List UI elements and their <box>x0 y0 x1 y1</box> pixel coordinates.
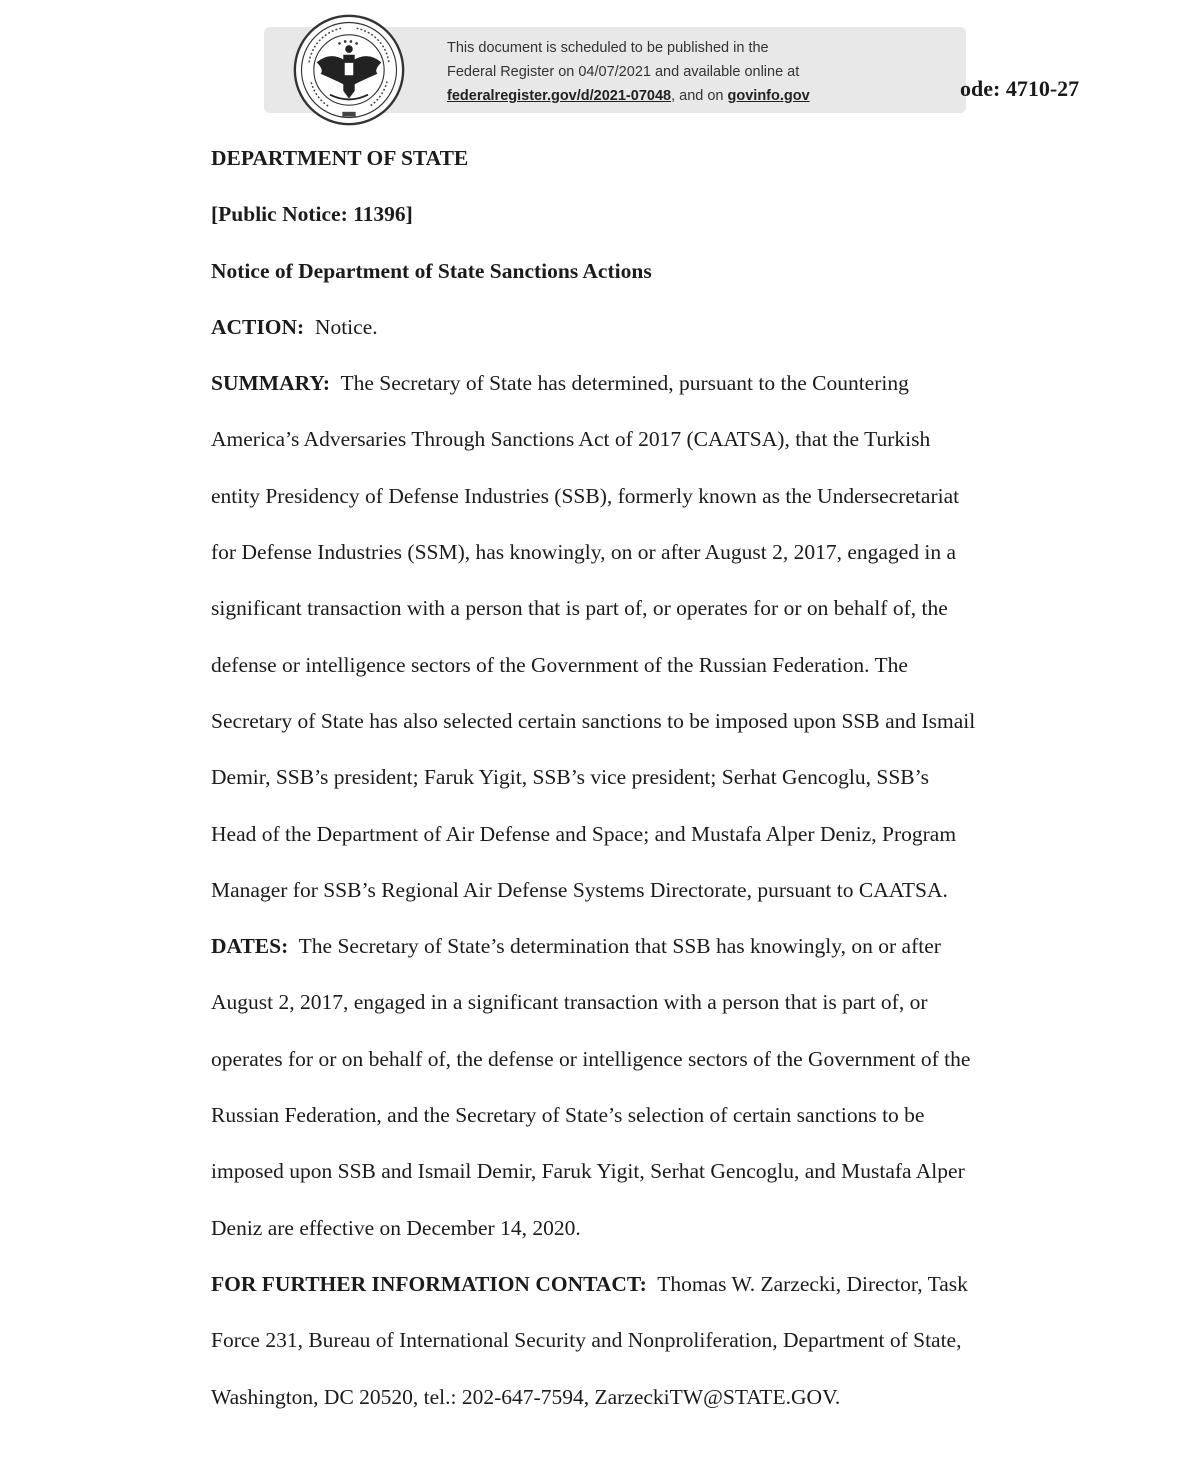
summary-label: SUMMARY: <box>211 371 331 396</box>
notice-title: Notice of Department of State Sanctions Actions <box>211 258 652 283</box>
summary-line: significant transaction with a person that is part of, or operates for or on behalf of, the <box>211 596 948 621</box>
dates-label: DATES: <box>211 934 289 959</box>
summary-line: Demir, SSB’s president; Faruk Yigit, SSB’s vice president; Serhat Gencoglu, SSB’s <box>211 765 929 790</box>
contact-line: FOR FURTHER INFORMATION CONTACT: Thomas W. Zarzecki, Director, Task <box>211 1271 968 1296</box>
action-text: Notice. <box>314 314 378 339</box>
national-archives-seal-icon <box>292 13 406 127</box>
summary-line: Secretary of State has also selected certain sanctions to be imposed upon SSB and Ismail <box>211 708 976 733</box>
banner-connector-text: , and on <box>671 88 728 104</box>
document-body <box>211 130 1111 1425</box>
dates-line: DATES: The Secretary of State’s determination that SSB has knowingly, on or after <box>211 934 941 959</box>
dates-line: imposed upon SSB and Ismail Demir, Faruk Yigit, Serhat Gencoglu, and Mustafa Alper <box>211 1159 965 1184</box>
federal-register-notice <box>447 36 810 108</box>
department-heading: DEPARTMENT OF STATE <box>211 146 469 170</box>
summary-line: SUMMARY: The Secretary of State has determined, pursuant to the Countering <box>211 371 909 396</box>
summary-line: Head of the Department of Air Defense and Space; and Mustafa Alper Deniz, Program <box>211 821 957 846</box>
billing-code: ode: 4710-27 <box>960 76 1080 101</box>
public-notice-number: [Public Notice: 11396] <box>211 202 413 227</box>
summary-section <box>211 355 1111 918</box>
summary-line: entity Presidency of Defense Industries (SSB), formerly known as the Undersecretariat <box>211 483 960 508</box>
summary-line: defense or intelligence sectors of the Government of the Russian Federation. The <box>211 652 908 677</box>
contact-section <box>211 1256 1111 1425</box>
summary-line: Manager for SSB’s Regional Air Defense Systems Directorate, pursuant to CAATSA. <box>211 877 948 902</box>
dates-line: Russian Federation, and the Secretary of State’s selection of certain sanctions to be <box>211 1103 925 1128</box>
summary-line: America’s Adversaries Through Sanctions Act of 2017 (CAATSA), that the Turkish <box>211 427 931 452</box>
dates-line: operates for or on behalf of, the defense or intelligence sectors of the Government of the <box>211 1046 971 1071</box>
banner-line-2: Federal Register on 04/07/2021 and available online at <box>447 64 800 80</box>
dates-section <box>211 918 1111 1256</box>
federalregister-link[interactable]: federalregister.gov/d/2021-07048 <box>447 88 672 104</box>
dates-line: August 2, 2017, engaged in a significant transaction with a person that is part of, or <box>211 990 928 1015</box>
summary-line: for Defense Industries (SSM), has knowingly, on or after August 2, 2017, engaged in a <box>211 540 956 565</box>
govinfo-link[interactable]: govinfo.gov <box>727 88 810 104</box>
action-label: ACTION: <box>211 314 305 339</box>
banner-line-1: This document is scheduled to be published in the <box>447 40 769 56</box>
contact-line: Washington, DC 20520, tel.: 202-647-7594, ZarzeckiTW@STATE.GOV. <box>211 1384 841 1409</box>
contact-line: Force 231, Bureau of International Security and Nonproliferation, Department of State, <box>211 1328 962 1353</box>
banner-line-3 <box>447 84 810 108</box>
dates-line: Deniz are effective on December 14, 2020. <box>211 1215 581 1240</box>
contact-label: FOR FURTHER INFORMATION CONTACT: <box>211 1271 647 1296</box>
action-section <box>211 299 1111 355</box>
